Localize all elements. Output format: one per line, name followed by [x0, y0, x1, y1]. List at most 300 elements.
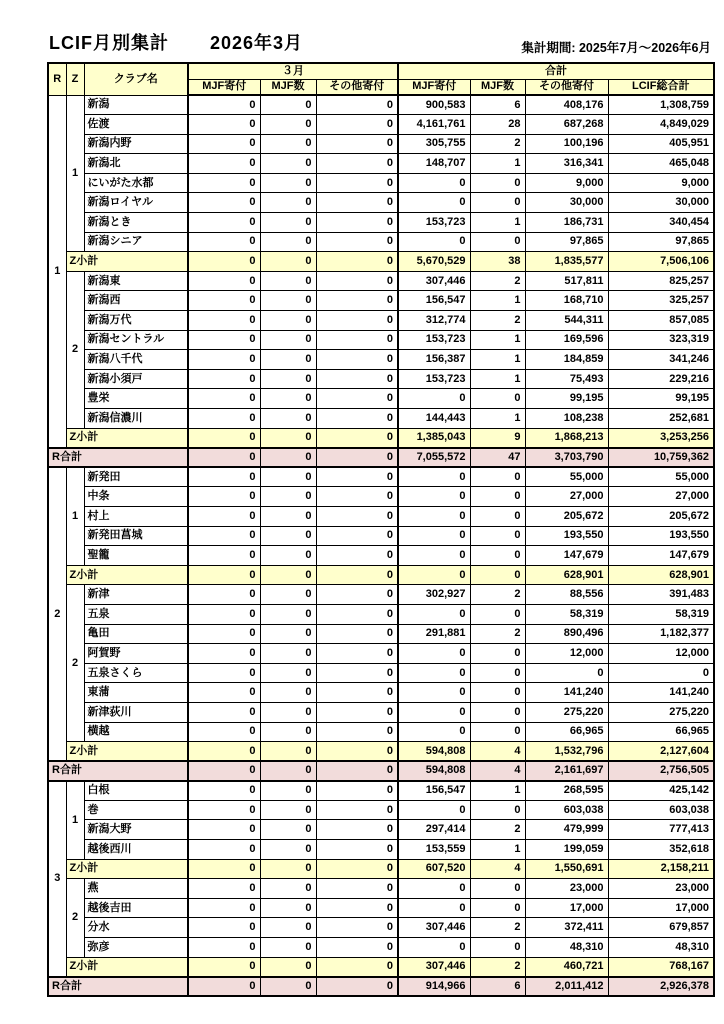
value-cell: 372,411: [525, 918, 608, 938]
value-cell: 0: [188, 663, 260, 683]
z-subtotal-row: [48, 252, 714, 272]
value-cell: 0: [188, 781, 260, 801]
value-cell: 17,000: [525, 898, 608, 918]
club-name: 豊栄: [84, 389, 188, 409]
value-cell: 0: [260, 389, 316, 409]
club-name: 村上: [84, 506, 188, 526]
club-name: 中条: [84, 487, 188, 507]
club-name: 五泉さくら: [84, 663, 188, 683]
value-cell: 0: [316, 115, 398, 135]
z-subtotal-label: Z小計: [66, 957, 188, 977]
subtotal-value-cell: 460,721: [525, 957, 608, 977]
value-cell: 0: [525, 663, 608, 683]
subtotal-value-cell: 607,520: [398, 859, 470, 879]
value-cell: 1: [470, 213, 525, 233]
value-cell: 0: [398, 389, 470, 409]
value-cell: 857,085: [608, 311, 714, 331]
zone-number: 1: [66, 95, 84, 252]
value-cell: 0: [398, 173, 470, 193]
club-row: [48, 840, 714, 860]
report-month: 2026年3月: [210, 33, 304, 53]
value-cell: 0: [188, 702, 260, 722]
value-cell: 153,723: [398, 369, 470, 389]
value-cell: 1: [470, 409, 525, 429]
value-cell: 0: [188, 369, 260, 389]
value-cell: 0: [260, 722, 316, 742]
value-cell: 30,000: [525, 193, 608, 213]
value-cell: 352,618: [608, 840, 714, 860]
corner-header-r: R: [48, 63, 66, 95]
club-row: [48, 820, 714, 840]
zone-number: 1: [66, 781, 84, 859]
value-cell: 297,414: [398, 820, 470, 840]
subtotal-value-cell: 1,868,213: [525, 428, 608, 448]
rtotal-value-cell: 47: [470, 448, 525, 468]
subtotal-value-cell: 4: [470, 742, 525, 762]
header-group-row: [48, 63, 714, 79]
value-cell: 0: [188, 291, 260, 311]
value-cell: 0: [470, 546, 525, 566]
club-row: [48, 134, 714, 154]
value-cell: 0: [316, 840, 398, 860]
value-cell: 0: [188, 506, 260, 526]
subtotal-value-cell: 3,253,256: [608, 428, 714, 448]
value-cell: 307,446: [398, 271, 470, 291]
value-cell: 0: [260, 918, 316, 938]
value-cell: 0: [316, 585, 398, 605]
value-cell: 268,595: [525, 781, 608, 801]
value-cell: 148,707: [398, 154, 470, 174]
value-cell: 0: [260, 879, 316, 899]
value-cell: 27,000: [608, 487, 714, 507]
value-cell: 156,547: [398, 781, 470, 801]
value-cell: 58,319: [608, 604, 714, 624]
value-cell: 0: [260, 115, 316, 135]
club-name: 新潟内野: [84, 134, 188, 154]
value-cell: 0: [260, 271, 316, 291]
value-cell: 0: [470, 800, 525, 820]
value-cell: 0: [398, 467, 470, 487]
value-cell: 2: [470, 134, 525, 154]
club-row: [48, 409, 714, 429]
value-cell: 0: [398, 683, 470, 703]
value-cell: 0: [398, 644, 470, 664]
value-cell: 0: [470, 467, 525, 487]
value-cell: 900,583: [398, 95, 470, 115]
value-cell: 0: [260, 232, 316, 252]
value-cell: 0: [188, 898, 260, 918]
subtotal-value-cell: 5,670,529: [398, 252, 470, 272]
rtotal-value-cell: 0: [260, 977, 316, 997]
value-cell: 0: [316, 526, 398, 546]
value-cell: 2: [470, 918, 525, 938]
value-cell: 9,000: [608, 173, 714, 193]
subtotal-value-cell: 7,506,106: [608, 252, 714, 272]
corner-header-z: Z: [66, 63, 84, 95]
region-number: 2: [48, 467, 66, 761]
value-cell: 66,965: [525, 722, 608, 742]
value-cell: 1: [470, 840, 525, 860]
value-cell: 0: [398, 722, 470, 742]
value-cell: 0: [316, 389, 398, 409]
value-cell: 0: [260, 585, 316, 605]
subtotal-value-cell: 0: [260, 957, 316, 977]
value-cell: 153,559: [398, 840, 470, 860]
club-row: [48, 95, 714, 115]
value-cell: 0: [260, 898, 316, 918]
club-row: [48, 389, 714, 409]
value-cell: 0: [260, 624, 316, 644]
club-name: 東蒲: [84, 683, 188, 703]
subtotal-value-cell: 1,835,577: [525, 252, 608, 272]
club-name: 新発田菖城: [84, 526, 188, 546]
value-cell: 27,000: [525, 487, 608, 507]
value-cell: 153,723: [398, 213, 470, 233]
value-cell: 199,059: [525, 840, 608, 860]
value-cell: 88,556: [525, 585, 608, 605]
value-cell: 291,881: [398, 624, 470, 644]
subtotal-value-cell: 1,385,043: [398, 428, 470, 448]
table-body: [48, 95, 714, 996]
subtotal-value-cell: 768,167: [608, 957, 714, 977]
club-row: [48, 193, 714, 213]
club-row: [48, 311, 714, 331]
subtotal-value-cell: 0: [188, 859, 260, 879]
value-cell: 0: [470, 526, 525, 546]
value-cell: 156,387: [398, 350, 470, 370]
value-cell: 0: [398, 193, 470, 213]
value-cell: 0: [188, 232, 260, 252]
value-cell: 825,257: [608, 271, 714, 291]
value-cell: 0: [398, 898, 470, 918]
value-cell: 0: [188, 350, 260, 370]
value-cell: 0: [188, 526, 260, 546]
value-cell: 205,672: [525, 506, 608, 526]
value-cell: 55,000: [525, 467, 608, 487]
club-row: [48, 115, 714, 135]
value-cell: 302,927: [398, 585, 470, 605]
club-name: 新潟八千代: [84, 350, 188, 370]
subtotal-value-cell: 628,901: [608, 565, 714, 585]
value-cell: 603,038: [608, 800, 714, 820]
value-cell: 0: [188, 409, 260, 429]
club-name: 新潟シニア: [84, 232, 188, 252]
value-cell: 0: [260, 781, 316, 801]
value-cell: 4,161,761: [398, 115, 470, 135]
value-cell: 0: [316, 409, 398, 429]
r-total-row: [48, 977, 714, 997]
rtotal-value-cell: 0: [188, 761, 260, 781]
value-cell: 66,965: [608, 722, 714, 742]
value-cell: 0: [470, 173, 525, 193]
value-cell: 0: [260, 800, 316, 820]
z-subtotal-label: Z小計: [66, 428, 188, 448]
value-cell: 48,310: [608, 938, 714, 958]
value-cell: 0: [316, 467, 398, 487]
value-cell: 307,446: [398, 918, 470, 938]
value-cell: 0: [316, 506, 398, 526]
club-row: [48, 173, 714, 193]
value-cell: 0: [316, 663, 398, 683]
zone-number: 2: [66, 271, 84, 428]
subtotal-value-cell: 38: [470, 252, 525, 272]
club-row: [48, 918, 714, 938]
value-cell: 168,710: [525, 291, 608, 311]
value-cell: 23,000: [525, 879, 608, 899]
value-cell: 0: [260, 487, 316, 507]
value-cell: 141,240: [608, 683, 714, 703]
club-name: 弥彦: [84, 938, 188, 958]
club-row: [48, 546, 714, 566]
club-name: 新潟北: [84, 154, 188, 174]
club-row: [48, 879, 714, 899]
club-row: [48, 487, 714, 507]
value-cell: 0: [188, 840, 260, 860]
rtotal-value-cell: 10,759,362: [608, 448, 714, 468]
value-cell: 144,443: [398, 409, 470, 429]
club-row: [48, 585, 714, 605]
value-cell: 147,679: [525, 546, 608, 566]
value-cell: 0: [260, 291, 316, 311]
value-cell: 1: [470, 291, 525, 311]
value-cell: 0: [188, 604, 260, 624]
value-cell: 0: [316, 134, 398, 154]
value-cell: 0: [470, 683, 525, 703]
value-cell: 1: [470, 369, 525, 389]
value-cell: 0: [260, 193, 316, 213]
value-cell: 0: [188, 95, 260, 115]
z-subtotal-label: Z小計: [66, 742, 188, 762]
rtotal-value-cell: 7,055,572: [398, 448, 470, 468]
value-cell: 0: [398, 232, 470, 252]
value-cell: 0: [316, 487, 398, 507]
value-cell: 0: [260, 369, 316, 389]
club-name: 横越: [84, 722, 188, 742]
value-cell: 0: [260, 526, 316, 546]
value-cell: 75,493: [525, 369, 608, 389]
value-cell: 6: [470, 95, 525, 115]
value-cell: 479,999: [525, 820, 608, 840]
subtotal-value-cell: 2,127,604: [608, 742, 714, 762]
club-row: [48, 369, 714, 389]
value-cell: 97,865: [608, 232, 714, 252]
value-cell: 0: [316, 350, 398, 370]
value-cell: 0: [316, 683, 398, 703]
value-cell: 890,496: [525, 624, 608, 644]
club-name: 白根: [84, 781, 188, 801]
subtotal-value-cell: 0: [260, 859, 316, 879]
value-cell: 0: [316, 898, 398, 918]
club-row: [48, 663, 714, 683]
value-cell: 97,865: [525, 232, 608, 252]
corner-header-クラブ名: クラブ名: [84, 63, 188, 95]
z-subtotal-row: [48, 428, 714, 448]
value-cell: 0: [260, 604, 316, 624]
rtotal-value-cell: 3,703,790: [525, 448, 608, 468]
value-cell: 0: [260, 350, 316, 370]
value-cell: 0: [260, 95, 316, 115]
value-cell: 323,319: [608, 330, 714, 350]
value-cell: 0: [316, 95, 398, 115]
value-cell: 0: [188, 800, 260, 820]
value-cell: 99,195: [608, 389, 714, 409]
value-cell: 425,142: [608, 781, 714, 801]
rtotal-value-cell: 4: [470, 761, 525, 781]
rtotal-value-cell: 2,011,412: [525, 977, 608, 997]
club-name: 新潟ロイヤル: [84, 193, 188, 213]
club-name: 亀田: [84, 624, 188, 644]
zone-number: 1: [66, 467, 84, 565]
club-row: [48, 330, 714, 350]
rtotal-value-cell: 0: [316, 977, 398, 997]
subtotal-value-cell: 0: [188, 742, 260, 762]
z-subtotal-row: [48, 742, 714, 762]
lcif-summary-table: [47, 62, 715, 997]
value-cell: 0: [316, 820, 398, 840]
value-cell: 0: [470, 879, 525, 899]
column-header: LCIF総合計: [608, 79, 714, 95]
value-cell: 0: [260, 467, 316, 487]
z-subtotal-row: [48, 565, 714, 585]
subtotal-value-cell: 0: [398, 565, 470, 585]
club-row: [48, 291, 714, 311]
club-row: [48, 526, 714, 546]
subtotal-value-cell: 0: [316, 252, 398, 272]
value-cell: 305,755: [398, 134, 470, 154]
club-name: 佐渡: [84, 115, 188, 135]
value-cell: 0: [316, 330, 398, 350]
value-cell: 193,550: [525, 526, 608, 546]
value-cell: 1: [470, 781, 525, 801]
club-name: 新津荻川: [84, 702, 188, 722]
value-cell: 12,000: [525, 644, 608, 664]
value-cell: 0: [470, 604, 525, 624]
z-subtotal-label: Z小計: [66, 252, 188, 272]
subtotal-value-cell: 0: [316, 859, 398, 879]
value-cell: 0: [398, 800, 470, 820]
value-cell: 0: [260, 546, 316, 566]
club-row: [48, 644, 714, 664]
club-name: 新潟東: [84, 271, 188, 291]
aggregation-period: 集計期間: 2025年7月～2026年6月: [521, 41, 711, 55]
rtotal-value-cell: 594,808: [398, 761, 470, 781]
value-cell: 0: [188, 624, 260, 644]
value-cell: 0: [316, 232, 398, 252]
value-cell: 0: [188, 546, 260, 566]
subtotal-value-cell: 1,532,796: [525, 742, 608, 762]
value-cell: 0: [398, 604, 470, 624]
club-row: [48, 271, 714, 291]
club-row: [48, 213, 714, 233]
subtotal-value-cell: 0: [260, 742, 316, 762]
rtotal-value-cell: 0: [316, 448, 398, 468]
r-total-label: R合計: [48, 448, 188, 468]
subtotal-value-cell: 9: [470, 428, 525, 448]
rtotal-value-cell: 0: [260, 761, 316, 781]
rtotal-value-cell: 0: [188, 977, 260, 997]
value-cell: 17,000: [608, 898, 714, 918]
subtotal-value-cell: 0: [188, 957, 260, 977]
value-cell: 0: [260, 154, 316, 174]
value-cell: 0: [188, 213, 260, 233]
value-cell: 0: [188, 487, 260, 507]
club-row: [48, 898, 714, 918]
club-row: [48, 350, 714, 370]
value-cell: 2: [470, 271, 525, 291]
value-cell: 0: [188, 938, 260, 958]
value-cell: 0: [316, 546, 398, 566]
value-cell: 0: [470, 232, 525, 252]
value-cell: 0: [470, 722, 525, 742]
value-cell: 465,048: [608, 154, 714, 174]
club-name: 新潟セントラル: [84, 330, 188, 350]
value-cell: 0: [260, 663, 316, 683]
club-row: [48, 702, 714, 722]
club-name: 新潟大野: [84, 820, 188, 840]
value-cell: 408,176: [525, 95, 608, 115]
value-cell: 0: [188, 820, 260, 840]
table-header: [48, 63, 714, 95]
value-cell: 147,679: [608, 546, 714, 566]
club-row: [48, 232, 714, 252]
value-cell: 0: [316, 918, 398, 938]
rtotal-value-cell: 0: [316, 761, 398, 781]
value-cell: 0: [316, 154, 398, 174]
r-total-row: [48, 761, 714, 781]
value-cell: 0: [316, 781, 398, 801]
value-cell: 0: [316, 173, 398, 193]
club-row: [48, 683, 714, 703]
club-name: 巻: [84, 800, 188, 820]
value-cell: 252,681: [608, 409, 714, 429]
value-cell: 0: [260, 134, 316, 154]
subtotal-value-cell: 307,446: [398, 957, 470, 977]
value-cell: 0: [608, 663, 714, 683]
club-name: 燕: [84, 879, 188, 899]
value-cell: 0: [316, 369, 398, 389]
value-cell: 275,220: [525, 702, 608, 722]
value-cell: 0: [470, 506, 525, 526]
rtotal-value-cell: 2,926,378: [608, 977, 714, 997]
value-cell: 0: [470, 389, 525, 409]
value-cell: 0: [188, 115, 260, 135]
value-cell: 108,238: [525, 409, 608, 429]
value-cell: 0: [316, 213, 398, 233]
value-cell: 0: [398, 702, 470, 722]
club-name: 阿賀野: [84, 644, 188, 664]
value-cell: 0: [470, 898, 525, 918]
value-cell: 99,195: [525, 389, 608, 409]
value-cell: 55,000: [608, 467, 714, 487]
value-cell: 0: [188, 722, 260, 742]
value-cell: 153,723: [398, 330, 470, 350]
value-cell: 229,216: [608, 369, 714, 389]
value-cell: 340,454: [608, 213, 714, 233]
subtotal-value-cell: 628,901: [525, 565, 608, 585]
subtotal-value-cell: 0: [470, 565, 525, 585]
value-cell: 0: [188, 330, 260, 350]
value-cell: 0: [260, 409, 316, 429]
value-cell: 544,311: [525, 311, 608, 331]
value-cell: 0: [398, 487, 470, 507]
group-header: ３月: [188, 63, 398, 79]
rtotal-value-cell: 2,756,505: [608, 761, 714, 781]
zone-number: 2: [66, 879, 84, 957]
value-cell: 0: [188, 193, 260, 213]
value-cell: 0: [188, 644, 260, 664]
club-row: [48, 604, 714, 624]
value-cell: 0: [316, 938, 398, 958]
